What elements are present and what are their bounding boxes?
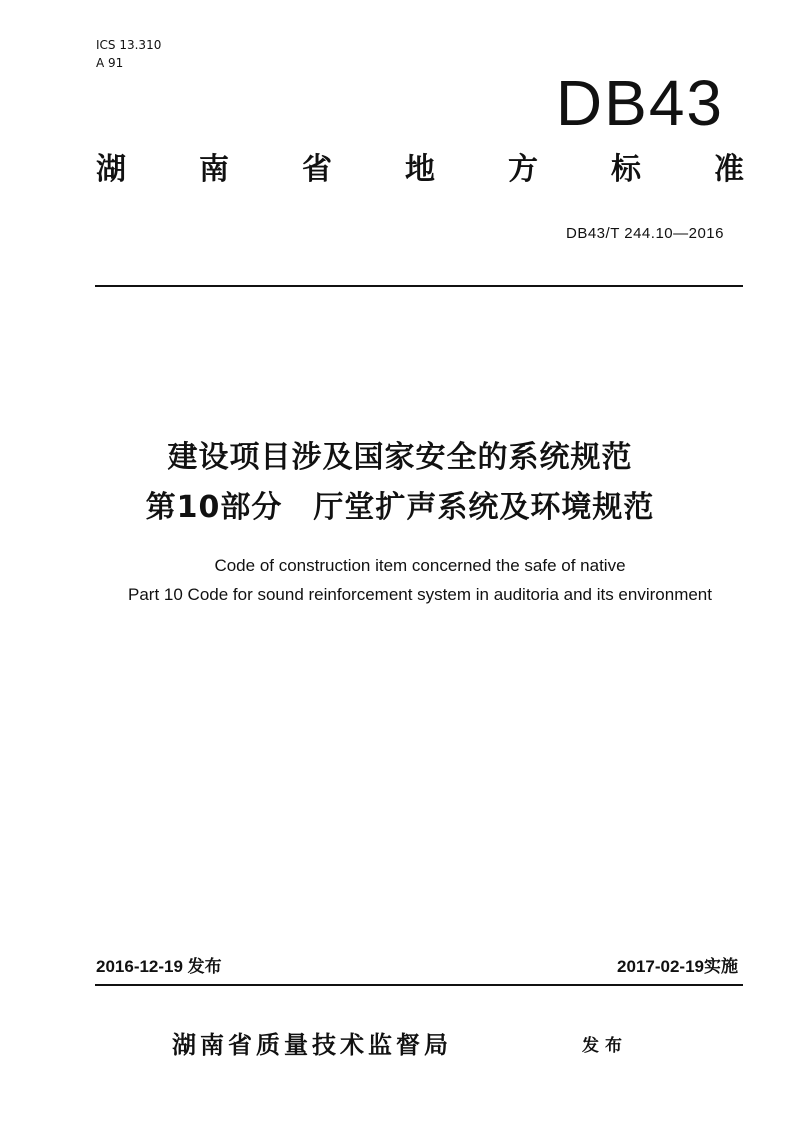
standard-type-char: 标 <box>611 152 641 187</box>
standard-type-char: 准 <box>714 152 744 187</box>
standard-type-char: 方 <box>508 152 538 187</box>
standard-type-char: 省 <box>302 152 332 187</box>
title-en-line1: Code of construction item concerned the safe of native <box>214 556 626 575</box>
title-cn-line2: 第10部分 厅堂扩声系统及环境规范 <box>145 490 655 525</box>
effective-date: 2017-02-19实施 <box>617 957 738 976</box>
standard-type-char: 地 <box>405 152 435 187</box>
issuer-action: 发布 <box>582 1036 628 1056</box>
title-en-line2: Part 10 Code for sound reinforcement system in auditoria and its environment <box>128 585 712 604</box>
ics-code: ICS 13.310 <box>96 38 162 52</box>
ccs-code: A 91 <box>96 56 124 70</box>
classification-codes <box>96 36 161 72</box>
standard-type-char: 南 <box>199 152 229 187</box>
standard-type <box>96 150 744 190</box>
standard-type-char: 湖 <box>96 152 126 187</box>
header-divider <box>95 285 743 287</box>
title-cn-line1: 建设项目涉及国家安全的系统规范 <box>167 440 633 475</box>
issuer-name: 湖南省质量技术监督局 <box>172 1031 452 1059</box>
standard-logo: DB43 <box>555 67 724 139</box>
footer-divider <box>95 984 743 986</box>
issue-date: 2016-12-19 发布 <box>96 957 222 976</box>
standard-number: DB43/T 244.10—2016 <box>566 225 724 242</box>
